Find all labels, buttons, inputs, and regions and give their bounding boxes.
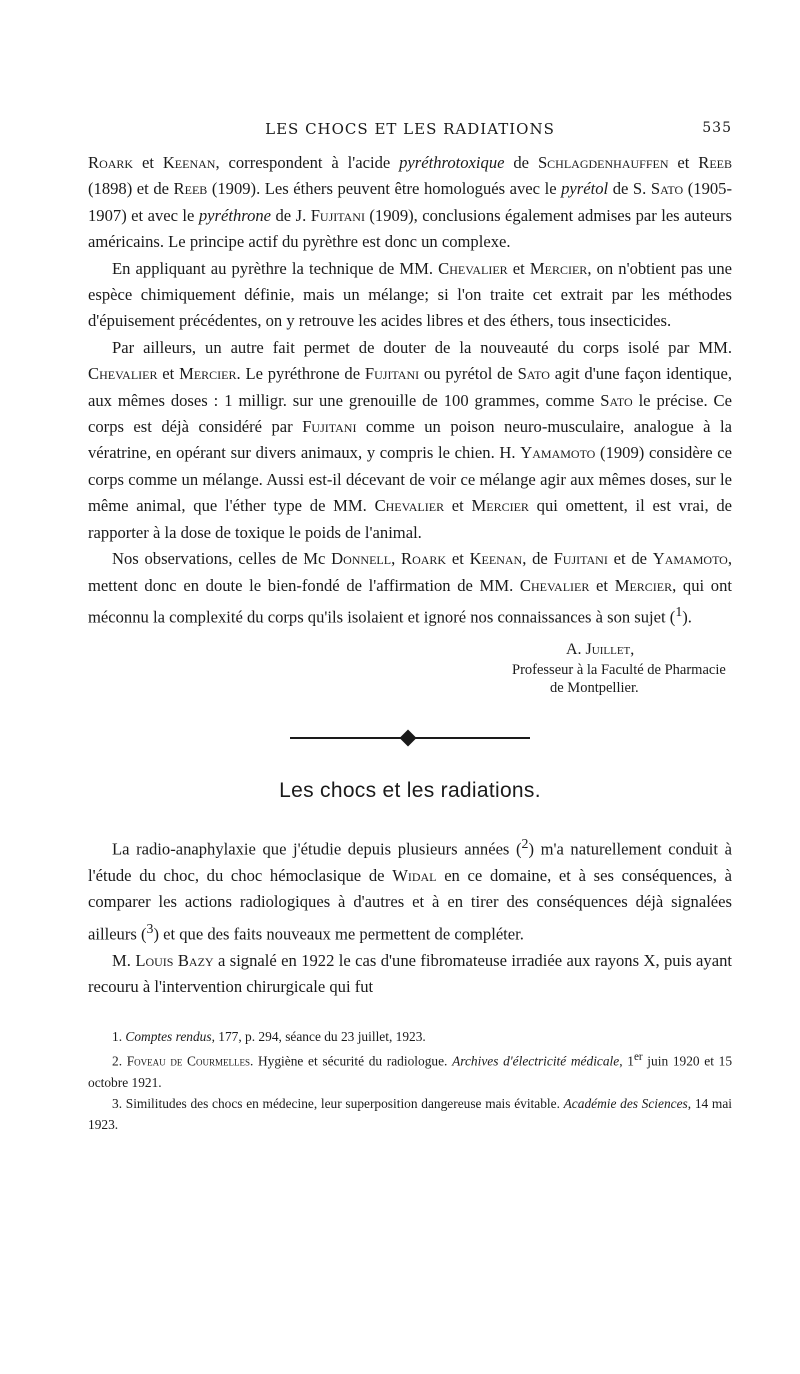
footnote: 1. Comptes rendus, 177, p. 294, séance du 23 juillet, 1923. — [112, 1029, 426, 1045]
footnote: 3. Similitudes des chocs en médecine, leur superposition dangereuse mais évitable. Académie des Sciences, 14 mai 1923. — [88, 1095, 732, 1132]
paragraph: La radio-anaphylaxie que j'étudie depuis plusieurs années ($^2$) m'a naturellement conduit à l'étude du choc, du choc hémoclasique de Widal en ce domaine, et à ses conséquences, à comparer les actions radiologiques à d'autres et à en tirer des conséquences déjà signalées ailleurs ($^3$) et que des faits nouveaux me permettent de compléter. — [88, 835, 732, 944]
section-body — [88, 831, 732, 1001]
section-separator — [290, 731, 530, 745]
author-affiliation: Professeur à la Faculté de Pharmacie — [512, 661, 726, 678]
author-affiliation-city: de Montpellier. — [550, 679, 639, 696]
article-body — [88, 150, 732, 631]
page-number: 535 — [702, 120, 732, 136]
author-signature — [512, 639, 732, 697]
footnotes — [88, 1026, 732, 1134]
section-title: Les chocs et les radiations. — [279, 778, 541, 802]
running-head-title: LES CHOCS ET LES RADIATIONS — [265, 120, 555, 138]
paragraph: Par ailleurs, un autre fait permet de douter de la nouveauté du corps isolé par MM. Chevalier et Mercier. Le pyréthrone de Fujitani ou pyrétol de Sato agit d'une façon identique, aux mêmes doses : 1 milligr. sur une grenouille de 100 grammes, comme Sato le précise. Ce corps est déjà considéré par Fujitani comme un poison neuro-musculaire, analogue à la vératrine, en opérant sur divers animaux, y compris le chien. H. Yamamoto (1909) considère ce corps comme un mélange. Aussi est-il décevant de voir ce mélange agir aux mêmes doses, sur le même animal, que l'éther type de MM. Chevalier et Mercier qui omettent, il est vrai, de rapporter à la dose de toxique le poids de l'animal. — [88, 337, 732, 542]
footnote: 2. Foveau de Courmelles. Hygiène et sécurité du radiologue. Archives d'électricité médicale, 1er juin 1920 et 15 octobre 1921. — [88, 1051, 733, 1090]
paragraph: En appliquant au pyrèthre la technique de MM. Chevalier et Mercier, on n'obtient pas une espèce chimiquement définie, mais un mélange; si l'on traite cet extrait par les méthodes d'épuisement précédentes, on y retrouve les acides libres et des éthers, tous insecticides. — [88, 258, 732, 331]
document-page — [88, 120, 732, 1135]
paragraph: M. Louis Bazy a signalé en 1922 le cas d'une fibromateuse irradiée aux rayons X, puis ayant recouru à l'intervention chirurgicale qui fut — [88, 950, 732, 996]
paragraph: Nos observations, celles de Mc Donnell, Roark et Keenan, de Fujitani et de Yamamoto, mettent donc en doute le bien-fondé de l'affirmation de MM. Chevalier et Mercier, qui ont méconnu la complexité du corps qu'ils isolaient et ignoré nos connaissances à son sujet ($^1$). — [88, 549, 733, 627]
running-head — [88, 120, 732, 144]
paragraph: Roark et Keenan, correspondent à l'acide pyréthrotoxique de Schlagdenhauffen et Reeb (1898) et de Reeb (1909). Les éthers peuvent être homologués avec le pyrétol de S. Sato (1905-1907) et avec le pyréthrone de J. Fujitani (1909), conclusions également admises par les auteurs américains. Le principe actif du pyrèthre est donc un complexe. — [88, 153, 733, 252]
author-name: A. Juillet, — [566, 640, 635, 658]
